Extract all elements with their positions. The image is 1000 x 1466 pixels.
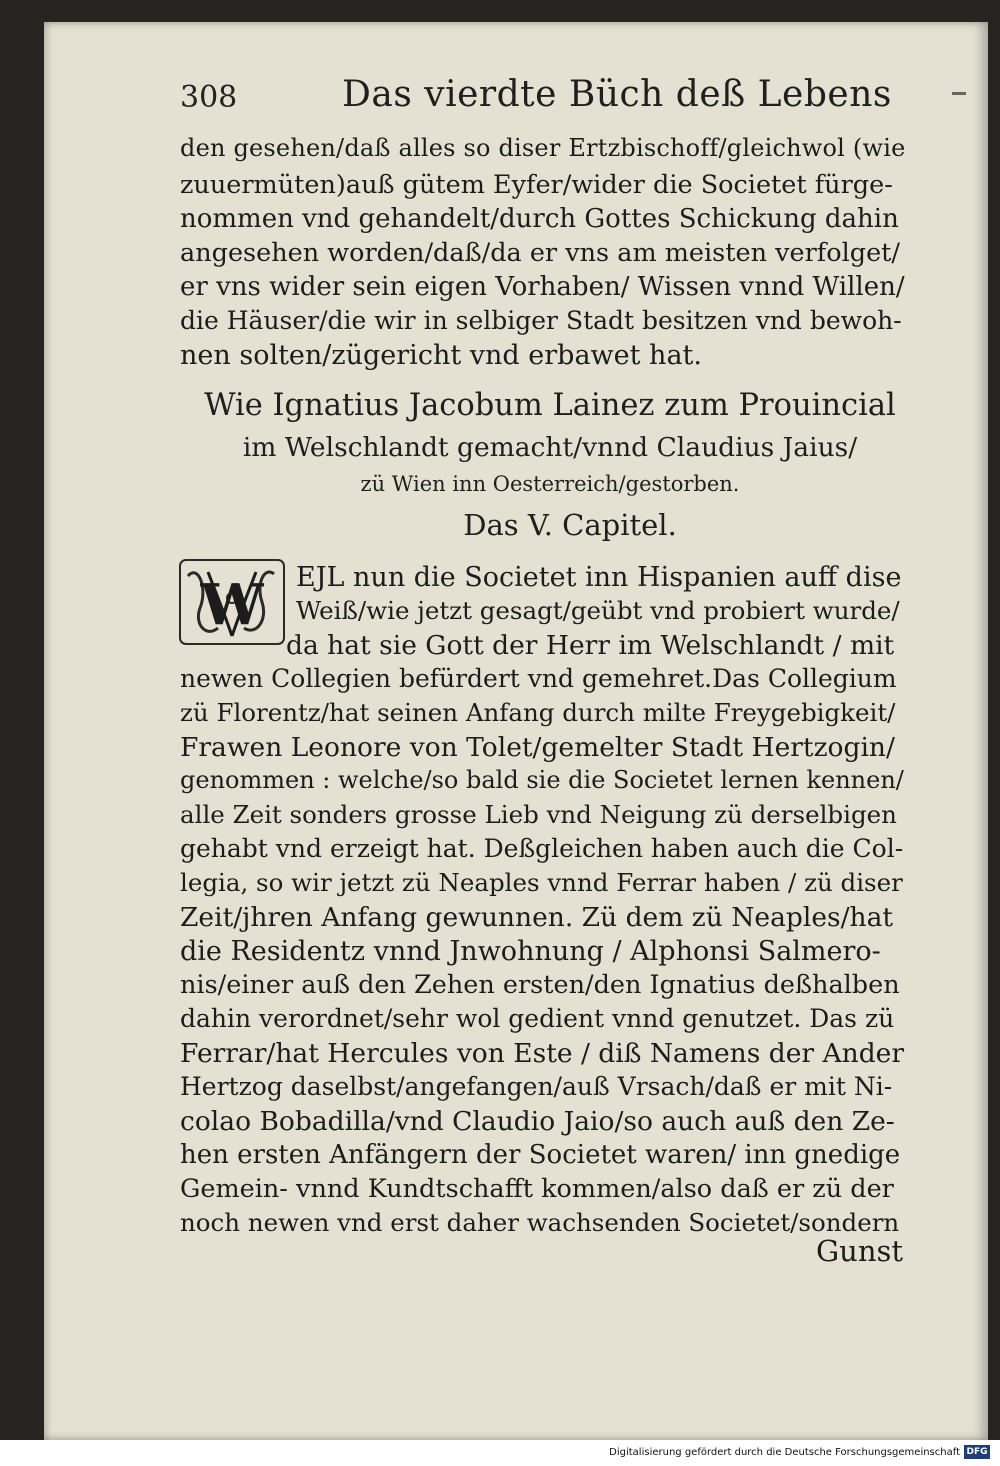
catchword: Gunst bbox=[816, 1234, 904, 1268]
text-line: legia, so wir jetzt zü Neaples vnnd Ferrar haben / zü diser bbox=[180, 868, 903, 897]
text-line: Hertzog daselbst/angefangen/auß Vrsach/daß er mit Ni- bbox=[180, 1072, 893, 1101]
text-line: noch newen vnd erst daher wachsenden Societet/sondern bbox=[180, 1208, 900, 1237]
text-line: hen ersten Anfängern der Societet waren/ inn gnedige bbox=[180, 1140, 901, 1170]
text-line: nis/einer auß den Zehen ersten/den Ignatius deßhalben bbox=[180, 970, 900, 1000]
text-line: die Residentz vnnd Jnwohnung / Alphonsi Salmero- bbox=[180, 936, 881, 967]
text-line: zü Florentz/hat seinen Anfang durch milte Freygebigkeit/ bbox=[180, 698, 896, 727]
text-line: Gemein- vnnd Kundtschafft kommen/also daß er zü der bbox=[180, 1174, 894, 1204]
text-line: angesehen worden/daß/da er vns am meisten verfolget/ bbox=[180, 238, 901, 268]
text-line: Weiß/wie jetzt gesagt/geübt vnd probiert wurde/ bbox=[296, 596, 900, 625]
text-line: die Häuser/die wir in selbiger Stadt besitzen vnd bewoh- bbox=[180, 306, 902, 335]
text-line: dahin verordnet/sehr wol gedient vnnd genutzet. Das zü bbox=[180, 1004, 895, 1033]
chapter-title-line-3: zü Wien inn Oesterreich/gestorben. bbox=[360, 472, 740, 496]
text-line: nommen vnd gehandelt/durch Gottes Schickung dahin bbox=[180, 204, 899, 234]
text-line: newen Collegien befürdert vnd gemehret.Das Collegium bbox=[180, 664, 897, 693]
drop-initial-letter: W bbox=[200, 572, 264, 638]
text-line: genommen : welche/so bald sie die Societet lernen kennen/ bbox=[180, 766, 904, 794]
text-line: EJL nun die Societet inn Hispanien auff dise bbox=[296, 562, 902, 593]
text-line: da hat sie Gott der Herr im Welschlandt / mit bbox=[286, 630, 895, 661]
chapter-label: Das V. Capitel. bbox=[463, 508, 677, 542]
running-head: Das vierdte Büch deß Lebens bbox=[342, 74, 892, 115]
text-line: colao Bobadilla/vnd Claudio Jaio/so auch auß den Ze- bbox=[180, 1106, 895, 1137]
text-line: Frawen Leonore von Tolet/gemelter Stadt Hertzogin/ bbox=[180, 732, 895, 763]
text-line: den gesehen/daß alles so diser Ertzbischoff/gleichwol (wie bbox=[180, 134, 906, 162]
funding-note: Digitalisierung gefördert durch die Deutsche Forschungsgemeinschaft bbox=[609, 1447, 960, 1458]
drop-initial-ornament bbox=[178, 558, 286, 646]
chapter-title-line-2: im Welschlandt gemacht/vnnd Claudius Jaius/ bbox=[242, 432, 858, 463]
dfg-logo: DFG bbox=[964, 1445, 990, 1459]
text-line: nen solten/zügericht vnd erbawet hat. bbox=[180, 340, 702, 371]
chapter-title-line-1: Wie Ignatius Jacobum Lainez zum Prouincial bbox=[204, 388, 896, 423]
text-line: zuuermüten)auß gütem Eyfer/wider die Societet fürge- bbox=[180, 170, 893, 200]
text-line: gehabt vnd erzeigt hat. Deßgleichen haben auch die Col- bbox=[180, 834, 904, 863]
page-number: 308 bbox=[180, 80, 238, 115]
text-line: er vns wider sein eigen Vorhaben/ Wissen vnnd Willen/ bbox=[180, 272, 905, 302]
text-line: Zeit/jhren Anfang gewunnen. Zü dem zü Neaples/hat bbox=[180, 902, 894, 933]
margin-mark bbox=[952, 92, 966, 95]
text-line: Ferrar/hat Hercules von Este / diß Namens der Ander bbox=[180, 1038, 905, 1069]
text-line: alle Zeit sonders grosse Lieb vnd Neigung zü derselbigen bbox=[180, 800, 897, 829]
